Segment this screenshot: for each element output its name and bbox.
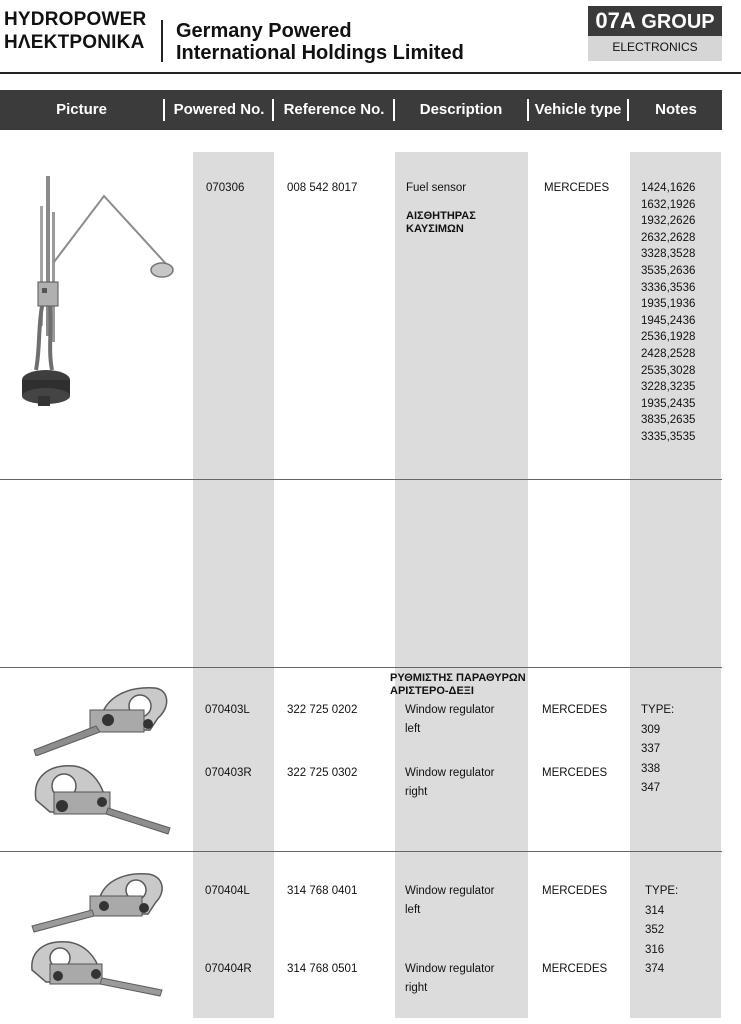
col-header-powered-no: Powered No. <box>173 101 265 118</box>
logo-title <box>588 6 722 36</box>
description-fuel-sensor: Fuel sensor <box>406 182 467 194</box>
note-item: 1932,2626 <box>641 215 696 228</box>
reference-no-3227250202: 322 725 0202 <box>287 704 358 716</box>
powered-no-070403l: 070403L <box>205 704 250 716</box>
note-item: 2632,2628 <box>641 231 696 244</box>
type-list <box>645 882 678 980</box>
col-header-description: Description <box>419 101 503 118</box>
group-title-greek-line: ΡΥΘΜΙΣΤΗΣ ΠΑΡΑΘΥΡΩΝ <box>390 672 526 684</box>
description-line: Window regulator <box>405 704 495 716</box>
description-line: Window regulator <box>405 767 495 779</box>
group-title-greek <box>390 672 526 698</box>
col-divider <box>163 99 165 121</box>
note-item: 2536,1928 <box>641 331 696 344</box>
col-header-reference-no: Reference No. <box>283 101 385 118</box>
window-regulator-left-image <box>30 684 180 756</box>
type-item: 347 <box>641 782 661 794</box>
type-item: 374 <box>645 963 665 975</box>
vehicle-type: MERCEDES <box>544 182 610 194</box>
note-item: 3535,2636 <box>641 264 696 277</box>
description-line: left <box>405 904 421 916</box>
reference-no-3147680401: 314 768 0401 <box>287 885 358 897</box>
window-regulator-right-image <box>30 762 180 838</box>
col-header-vehicle-type: Vehicle type <box>534 101 622 118</box>
vehicle-type: MERCEDES <box>542 885 608 897</box>
type-list <box>641 701 674 799</box>
description-window-regulator-right <box>405 764 494 802</box>
note-item: 3835,2635 <box>641 414 696 427</box>
vehicle-type: MERCEDES <box>542 704 608 716</box>
brand-name <box>4 8 146 54</box>
col-divider <box>393 99 395 121</box>
window-regulator-right-image <box>28 938 168 1002</box>
note-item: 1945,2436 <box>641 314 696 327</box>
note-item: 1424,1626 <box>641 182 696 194</box>
description-line: right <box>405 786 428 798</box>
note-item: 3336,3536 <box>641 281 696 294</box>
note-item: 3228,3235 <box>641 381 696 394</box>
company-line-2: International Holdings Limited <box>176 42 464 64</box>
note-item: 1632,1926 <box>641 198 696 211</box>
note-item: 1935,2435 <box>641 397 696 410</box>
description-line: right <box>405 982 428 994</box>
logo-group: GROUP <box>641 11 715 33</box>
col-header-notes: Notes <box>655 101 697 118</box>
brand-divider <box>161 20 163 62</box>
type-label: TYPE: <box>641 704 675 716</box>
powered-no-070306: 070306 <box>206 182 245 194</box>
description-line: Window regulator <box>405 885 495 897</box>
window-regulator-left-image <box>28 870 168 936</box>
reference-no-3147680501: 314 768 0501 <box>287 963 358 975</box>
fuel-sensor-image <box>18 170 178 415</box>
logo-subtitle: ELECTRONICS <box>612 40 698 54</box>
type-item: 314 <box>645 904 665 917</box>
type-item: 337 <box>641 743 661 755</box>
type-item: 352 <box>645 924 665 936</box>
powered-no-070404l: 070404L <box>205 885 250 897</box>
col-header-picture: Picture <box>56 101 107 118</box>
brand-line-greek: ΗΛΕΚΤΡΟΝΙΚΑ <box>4 32 145 53</box>
reference-no-0085428017: 008 542 8017 <box>287 182 358 194</box>
table-header <box>0 90 722 130</box>
description-greek-line: ΑΙΣΘΗΤΗΡΑΣ <box>406 210 476 222</box>
row-divider <box>0 667 722 668</box>
type-label: TYPE: <box>645 885 679 897</box>
row-divider <box>0 479 722 480</box>
note-item: 2535,3028 <box>641 364 696 377</box>
note-item: 3335,3535 <box>641 430 696 443</box>
description-window-regulator-right <box>405 960 494 998</box>
vehicle-type: MERCEDES <box>542 963 608 975</box>
group-title-greek-line: ΑΡΙΣΤΕΡΟ-ΔΕΞΙ <box>390 685 474 697</box>
note-item: 3328,3528 <box>641 248 696 261</box>
header-divider <box>0 72 741 74</box>
description-line: left <box>405 723 421 735</box>
col-divider <box>272 99 274 121</box>
description-greek <box>406 210 476 236</box>
type-item: 309 <box>641 723 661 736</box>
note-item: 1935,1936 <box>641 298 696 311</box>
group-logo <box>588 6 722 61</box>
row-divider <box>0 851 722 852</box>
type-item: 338 <box>641 762 661 775</box>
powered-no-070404r: 070404R <box>205 963 252 975</box>
description-window-regulator-left <box>405 882 494 920</box>
note-item: 2428,2528 <box>641 347 696 360</box>
notes-list <box>641 180 695 446</box>
brand-line-latin: HYDROPOWER <box>4 9 147 30</box>
type-item: 316 <box>645 943 665 956</box>
col-divider <box>627 99 629 121</box>
description-line: Window regulator <box>405 963 495 975</box>
description-greek-line: ΚΑΥΣΙΜΩΝ <box>406 223 464 235</box>
vehicle-type: MERCEDES <box>542 767 608 779</box>
logo-code: 07A <box>595 8 636 33</box>
powered-no-070403r: 070403R <box>205 767 252 779</box>
company-line-1: Germany Powered <box>176 20 352 42</box>
description-window-regulator-left <box>405 701 494 739</box>
company-name <box>176 20 464 64</box>
reference-no-3227250302: 322 725 0302 <box>287 767 358 779</box>
